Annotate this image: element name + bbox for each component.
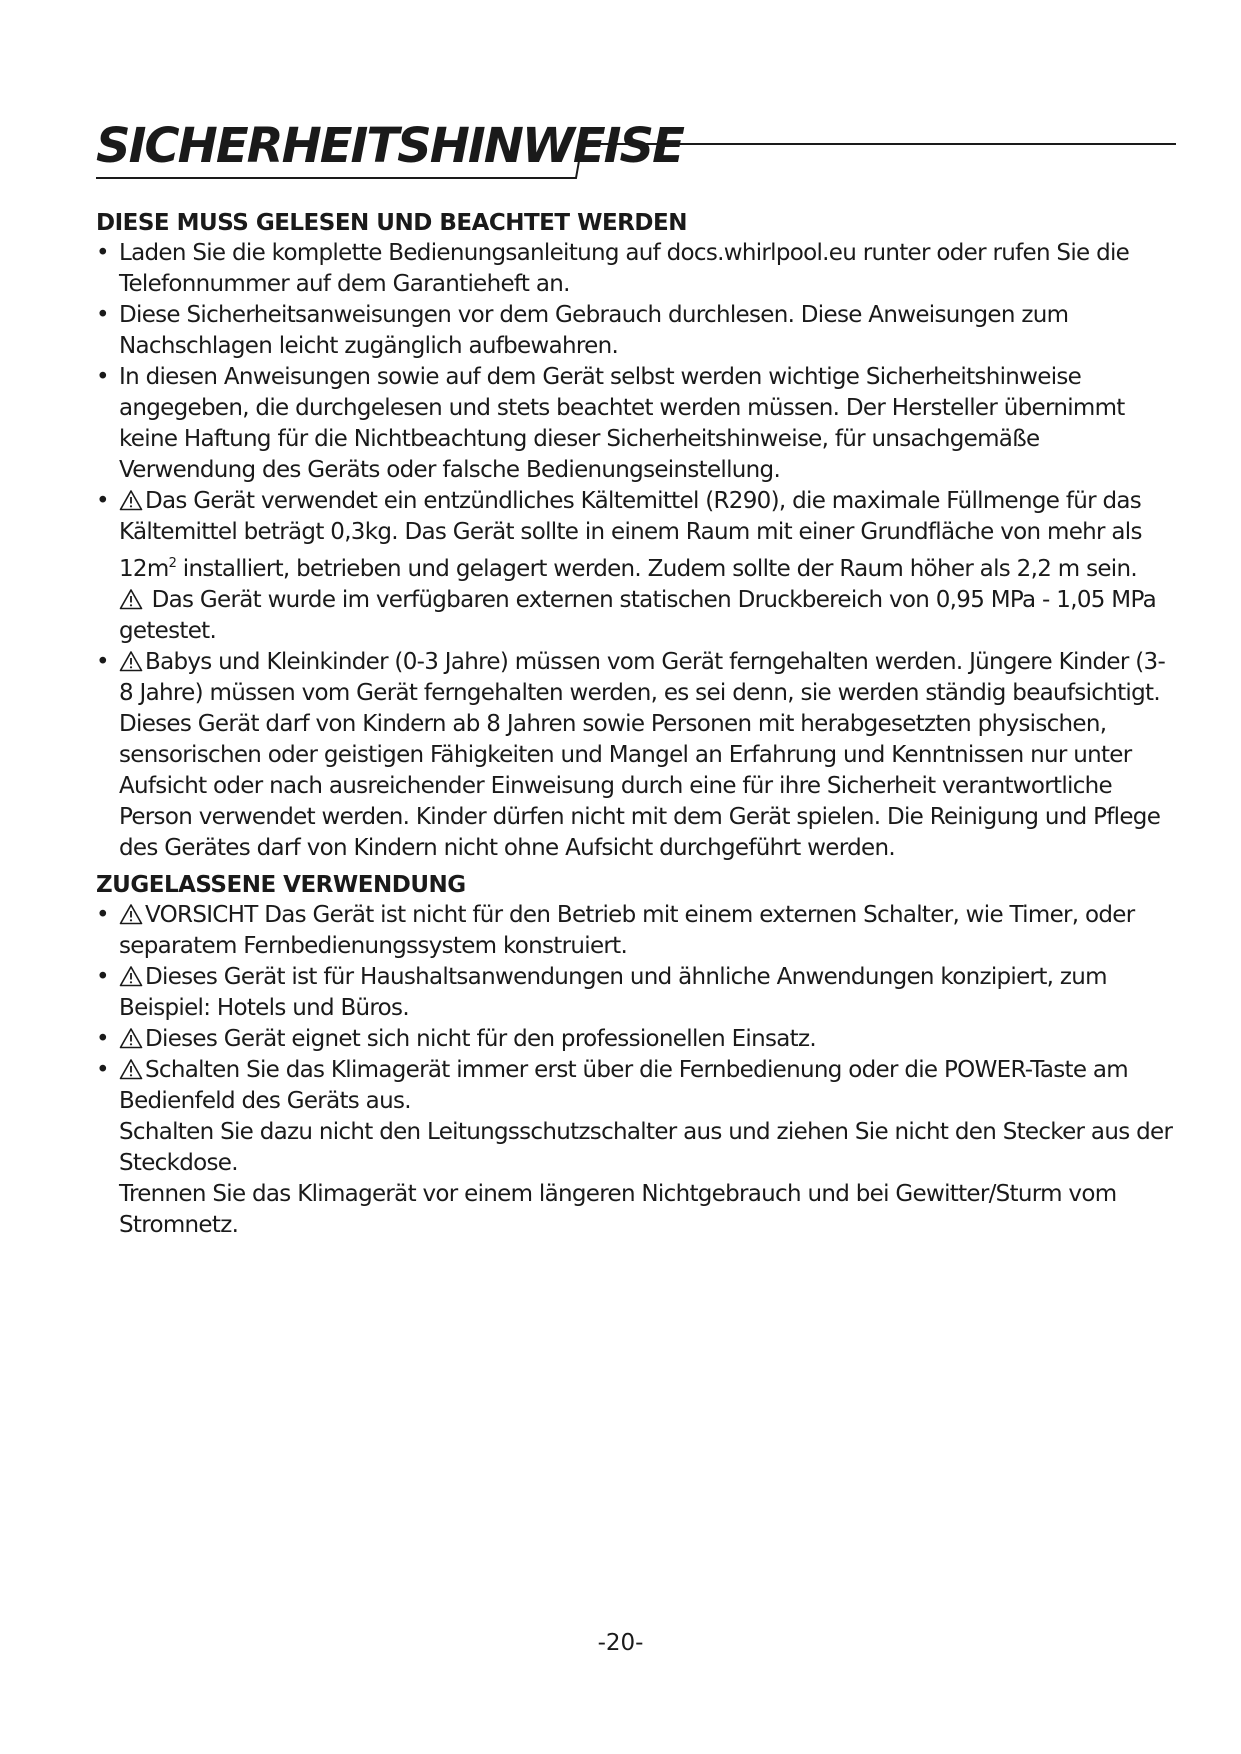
superscript: 2 (168, 556, 177, 571)
list-item-text: Schalten Sie das Klimagerät immer erst über die Fernbedienung oder die POWER-Taste am Bedienfeld des Geräts aus. (119, 1057, 1128, 1114)
document-body (96, 208, 1176, 1247)
list-item-text: VORSICHT Das Gerät ist nicht für den Betrieb mit einem externen Schalter, wie Timer, oder separatem Fernbedienungssystem konstruiert. (119, 902, 1135, 959)
page-title: SICHERHEITSHINWEISE (96, 118, 683, 174)
list-item-paragraph: Trennen Sie das Klimagerät vor einem längeren Nichtgebrauch und bei Gewitter/Sturm vom Stromnetz. (119, 1181, 1117, 1238)
list-item-paragraph: Schalten Sie dazu nicht den Leitungsschutzschalter aus und ziehen Sie nicht den Stecker aus der Steckdose. (119, 1119, 1173, 1176)
bullet-dot: • (96, 649, 109, 675)
list-item-text: Dieses Gerät ist für Haushaltsanwendungen und ähnliche Anwendungen konzipiert, zum Beispiel: Hotels und Büros. (119, 964, 1107, 1021)
warning-triangle-icon (119, 965, 143, 987)
list-item-text: Laden Sie die komplette Bedienungsanleitung auf docs.whirlpool.eu runter oder rufen Sie die Telefonnummer auf dem Garantieheft an. (119, 240, 1130, 297)
bullet-list (96, 900, 1176, 1241)
list-item (96, 900, 1176, 962)
warning-triangle-icon (119, 588, 143, 610)
bullet-list (96, 238, 1176, 864)
bullet-dot: • (96, 964, 109, 990)
bullet-dot: • (96, 488, 109, 514)
list-item-text: In diesen Anweisungen sowie auf dem Gerät selbst werden wichtige Sicherheitshinweise angegeben, die durchgelesen und stets beachtet werden müssen. Der Hersteller übernimmt keine Haftung für die Nichtbeachtung dieser Sicherheitshinweise, für unsachgemäße Verwendung des Geräts oder falsche Bedienungseinstellung. (119, 364, 1125, 483)
section-heading: DIESE MUSS GELESEN UND BEACHTET WERDEN (96, 210, 687, 236)
bullet-dot: • (96, 1026, 109, 1052)
list-item (96, 238, 1176, 300)
list-item (96, 962, 1176, 1024)
bullet-dot: • (96, 240, 109, 266)
list-item (96, 300, 1176, 362)
bullet-dot: • (96, 364, 109, 390)
list-item (96, 647, 1176, 864)
page-number: -20- (597, 1630, 644, 1656)
warning-triangle-icon (119, 1058, 143, 1080)
warning-triangle-icon (119, 903, 143, 925)
warning-note (119, 585, 1176, 647)
list-item-text: Dieses Gerät eignet sich nicht für den professionellen Einsatz. (145, 1026, 816, 1052)
warning-triangle-icon (119, 650, 143, 672)
list-item-text: Diese Sicherheitsanweisungen vor dem Gebrauch durchlesen. Diese Anweisungen zum Nachschlagen leicht zugänglich aufbewahren. (119, 302, 1069, 359)
section-heading: ZUGELASSENE VERWENDUNG (96, 872, 466, 898)
bullet-dot: • (96, 1057, 109, 1083)
list-item (96, 486, 1176, 647)
warning-triangle-icon (119, 489, 143, 511)
warning-note-text: Das Gerät wurde im verfügbaren externen statischen Druckbereich von 0,95 MPa - 1,05 MPa getestet. (119, 587, 1156, 644)
page-header (96, 118, 1176, 208)
bullet-dot: • (96, 902, 109, 928)
list-item (96, 362, 1176, 486)
list-item (96, 1055, 1176, 1241)
list-item (96, 1024, 1176, 1055)
bullet-dot: • (96, 302, 109, 328)
title-rule (96, 118, 1176, 208)
warning-triangle-icon (119, 1027, 143, 1049)
list-item-text-cont: installiert, betrieben und gelagert werden. Zudem sollte der Raum höher als 2,2 m sein. (176, 556, 1137, 582)
list-item-text: Babys und Kleinkinder (0-3 Jahre) müssen vom Gerät ferngehalten werden. Jüngere Kinder (3-8 Jahre) müssen vom Gerät ferngehalten werden, es sei denn, sie werden ständig beaufsichtigt. Dieses Gerät darf von Kindern ab 8 Jahren sowie Personen mit herabgesetzten physischen, sensorischen oder geistigen Fähigkeiten und Mangel an Erfahrung und Kenntnissen nur unter Aufsicht oder nach ausreichender Einweisung durch eine für ihre Sicherheit verantwortliche Person verwendet werden. Kinder dürfen nicht mit dem Gerät spielen. Die Reinigung und Pflege des Gerätes darf von Kindern nicht ohne Aufsicht durchgeführt werden. (119, 649, 1166, 861)
list-item-text: Das Gerät verwendet ein entzündliches Kältemittel (R290), die maximale Füllmenge für das Kältemittel beträgt 0,3kg. Das Gerät sollte in einem Raum mit einer Grundfläche von mehr als 12m (119, 488, 1142, 582)
